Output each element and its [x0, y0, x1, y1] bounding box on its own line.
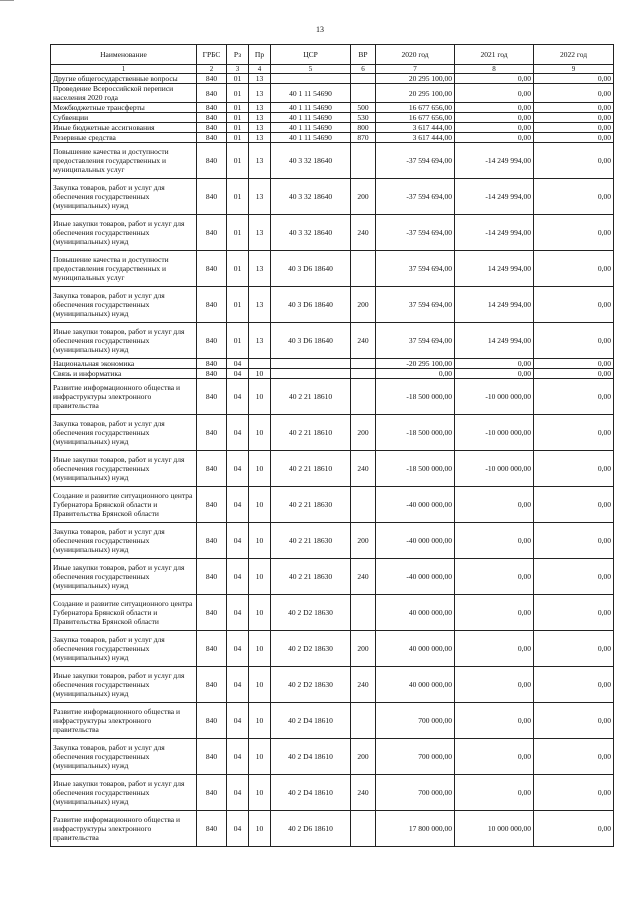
row-csr-cell: 40 3 D6 18640 [271, 323, 351, 359]
row-2021-cell: -14 249 994,00 [455, 179, 534, 215]
row-pr-cell: 13 [249, 287, 271, 323]
row-vr-cell: 200 [351, 287, 376, 323]
table-row [51, 523, 614, 559]
table-row [51, 103, 614, 113]
row-pr-cell: 13 [249, 323, 271, 359]
row-name-cell: Национальная экономика [51, 359, 197, 369]
row-2022-cell: 0,00 [534, 251, 614, 287]
table-row [51, 703, 614, 739]
table-row [51, 133, 614, 143]
row-name-cell: Развитие информационного общества и инфраструктуры электронного правительства [51, 811, 197, 847]
row-pr-cell: 10 [249, 487, 271, 523]
row-2020-cell: 3 617 444,00 [376, 123, 455, 133]
row-vr-cell [351, 143, 376, 179]
row-vr-cell [351, 251, 376, 287]
row-csr-cell: 40 3 D6 18640 [271, 251, 351, 287]
row-grbs-cell: 840 [197, 451, 227, 487]
row-2020-cell: -40 000 000,00 [376, 523, 455, 559]
row-2020-cell: 40 000 000,00 [376, 631, 455, 667]
row-2021-cell: -14 249 994,00 [455, 143, 534, 179]
row-name-cell: Другие общегосударственные вопросы [51, 74, 197, 84]
table-row [51, 179, 614, 215]
column-number: 1 [51, 65, 197, 74]
column-number: 5 [271, 65, 351, 74]
row-rz-cell: 04 [227, 631, 249, 667]
table-row [51, 451, 614, 487]
row-2022-cell: 0,00 [534, 84, 614, 103]
row-rz-cell: 04 [227, 739, 249, 775]
table-row [51, 359, 614, 369]
row-name-cell: Иные закупки товаров, работ и услуг для обеспечения государственных (муниципальных) нужд [51, 775, 197, 811]
row-2021-cell: 14 249 994,00 [455, 323, 534, 359]
row-2022-cell: 0,00 [534, 113, 614, 123]
row-pr-cell: 10 [249, 739, 271, 775]
row-2022-cell: 0,00 [534, 631, 614, 667]
row-pr-cell: 13 [249, 123, 271, 133]
row-vr-cell: 200 [351, 415, 376, 451]
row-name-cell: Межбюджетные трансферты [51, 103, 197, 113]
row-2021-cell: 0,00 [455, 359, 534, 369]
row-vr-cell: 240 [351, 559, 376, 595]
row-vr-cell: 200 [351, 631, 376, 667]
row-grbs-cell: 840 [197, 123, 227, 133]
row-pr-cell: 13 [249, 215, 271, 251]
row-2020-cell: 16 677 656,00 [376, 103, 455, 113]
row-grbs-cell: 840 [197, 133, 227, 143]
header-row [51, 45, 614, 65]
row-pr-cell: 10 [249, 595, 271, 631]
row-2022-cell: 0,00 [534, 74, 614, 84]
row-2021-cell: 0,00 [455, 103, 534, 113]
row-2022-cell: 0,00 [534, 359, 614, 369]
row-2020-cell: -18 500 000,00 [376, 451, 455, 487]
row-2021-cell: 0,00 [455, 775, 534, 811]
row-grbs-cell: 840 [197, 369, 227, 379]
header-vr: ВР [351, 45, 376, 65]
row-2020-cell: 700 000,00 [376, 739, 455, 775]
row-csr-cell [271, 74, 351, 84]
row-2022-cell: 0,00 [534, 287, 614, 323]
row-vr-cell: 240 [351, 215, 376, 251]
column-number-row [51, 65, 614, 74]
row-grbs-cell: 840 [197, 179, 227, 215]
row-rz-cell: 04 [227, 451, 249, 487]
row-2021-cell: -14 249 994,00 [455, 215, 534, 251]
row-csr-cell: 40 1 11 54690 [271, 123, 351, 133]
row-csr-cell: 40 2 21 18610 [271, 379, 351, 415]
row-vr-cell [351, 74, 376, 84]
table-row [51, 379, 614, 415]
row-vr-cell: 800 [351, 123, 376, 133]
row-grbs-cell: 840 [197, 739, 227, 775]
row-2020-cell: 700 000,00 [376, 775, 455, 811]
column-number: 6 [351, 65, 376, 74]
row-grbs-cell: 840 [197, 215, 227, 251]
row-2022-cell: 0,00 [534, 179, 614, 215]
row-2021-cell: 10 000 000,00 [455, 811, 534, 847]
row-grbs-cell: 840 [197, 379, 227, 415]
row-2020-cell: -40 000 000,00 [376, 487, 455, 523]
row-csr-cell: 40 2 21 18630 [271, 559, 351, 595]
row-2021-cell: 0,00 [455, 84, 534, 103]
row-2021-cell: 0,00 [455, 739, 534, 775]
row-vr-cell [351, 811, 376, 847]
row-pr-cell: 13 [249, 113, 271, 123]
column-number: 9 [534, 65, 614, 74]
row-grbs-cell: 840 [197, 359, 227, 369]
row-2022-cell: 0,00 [534, 133, 614, 143]
row-grbs-cell: 840 [197, 415, 227, 451]
row-2021-cell: 0,00 [455, 133, 534, 143]
row-name-cell: Развитие информационного общества и инфраструктуры электронного правительства [51, 703, 197, 739]
row-name-cell: Повышение качества и доступности предоставления государственных и муниципальных услуг [51, 251, 197, 287]
header-grbs: ГРБС [197, 45, 227, 65]
row-2022-cell: 0,00 [534, 415, 614, 451]
row-2022-cell: 0,00 [534, 215, 614, 251]
row-pr-cell: 10 [249, 559, 271, 595]
row-rz-cell: 04 [227, 369, 249, 379]
row-name-cell: Иные закупки товаров, работ и услуг для обеспечения государственных (муниципальных) нужд [51, 451, 197, 487]
row-grbs-cell: 840 [197, 74, 227, 84]
row-csr-cell: 40 2 D2 18630 [271, 631, 351, 667]
header-rz: Рз [227, 45, 249, 65]
row-rz-cell: 04 [227, 487, 249, 523]
row-vr-cell: 200 [351, 739, 376, 775]
row-pr-cell [249, 359, 271, 369]
row-rz-cell: 04 [227, 595, 249, 631]
row-pr-cell: 10 [249, 451, 271, 487]
table-row [51, 631, 614, 667]
row-csr-cell: 40 2 D2 18630 [271, 595, 351, 631]
row-csr-cell: 40 1 11 54690 [271, 103, 351, 113]
table-row [51, 74, 614, 84]
row-2021-cell: 14 249 994,00 [455, 287, 534, 323]
table-row [51, 739, 614, 775]
row-rz-cell: 01 [227, 74, 249, 84]
row-name-cell: Проведение Всероссийской переписи населения 2020 года [51, 84, 197, 103]
row-rz-cell: 01 [227, 113, 249, 123]
row-name-cell: Закупка товаров, работ и услуг для обеспечения государственных (муниципальных) нужд [51, 739, 197, 775]
table-row [51, 775, 614, 811]
row-pr-cell: 13 [249, 84, 271, 103]
row-2020-cell: -37 594 694,00 [376, 215, 455, 251]
row-pr-cell: 13 [249, 103, 271, 113]
table-row [51, 487, 614, 523]
row-2020-cell: 20 295 100,00 [376, 74, 455, 84]
row-rz-cell: 01 [227, 143, 249, 179]
table-row [51, 143, 614, 179]
row-rz-cell: 01 [227, 103, 249, 113]
row-2021-cell: 0,00 [455, 703, 534, 739]
row-2020-cell: -18 500 000,00 [376, 415, 455, 451]
row-name-cell: Создание и развитие ситуационного центра Губернатора Брянской области и Правительства Брянской области [51, 595, 197, 631]
header-2020: 2020 год [376, 45, 455, 65]
row-pr-cell: 10 [249, 415, 271, 451]
row-2021-cell: 0,00 [455, 631, 534, 667]
row-grbs-cell: 840 [197, 523, 227, 559]
row-name-cell: Резервные средства [51, 133, 197, 143]
row-grbs-cell: 840 [197, 287, 227, 323]
row-2021-cell: 0,00 [455, 123, 534, 133]
row-2020-cell: -18 500 000,00 [376, 379, 455, 415]
row-2021-cell: 0,00 [455, 523, 534, 559]
row-csr-cell: 40 2 21 18610 [271, 415, 351, 451]
row-2020-cell: 700 000,00 [376, 703, 455, 739]
row-2022-cell: 0,00 [534, 595, 614, 631]
row-2020-cell: -37 594 694,00 [376, 179, 455, 215]
row-pr-cell: 13 [249, 143, 271, 179]
row-csr-cell: 40 2 D4 18610 [271, 739, 351, 775]
row-name-cell: Закупка товаров, работ и услуг для обеспечения государственных (муниципальных) нужд [51, 287, 197, 323]
row-csr-cell: 40 2 D6 18610 [271, 811, 351, 847]
row-vr-cell: 870 [351, 133, 376, 143]
row-2022-cell: 0,00 [534, 703, 614, 739]
row-pr-cell: 13 [249, 133, 271, 143]
row-vr-cell [351, 379, 376, 415]
row-2021-cell: -10 000 000,00 [455, 415, 534, 451]
row-vr-cell: 240 [351, 667, 376, 703]
row-2021-cell: 14 249 994,00 [455, 251, 534, 287]
row-pr-cell: 10 [249, 523, 271, 559]
row-grbs-cell: 840 [197, 631, 227, 667]
row-2020-cell: 16 677 656,00 [376, 113, 455, 123]
row-2020-cell: 3 617 444,00 [376, 133, 455, 143]
row-2021-cell: 0,00 [455, 487, 534, 523]
table-row [51, 123, 614, 133]
row-name-cell: Иные закупки товаров, работ и услуг для обеспечения государственных (муниципальных) нужд [51, 667, 197, 703]
row-vr-cell [351, 595, 376, 631]
row-grbs-cell: 840 [197, 84, 227, 103]
row-2021-cell: -10 000 000,00 [455, 379, 534, 415]
table-row [51, 415, 614, 451]
row-2020-cell: 0,00 [376, 369, 455, 379]
row-name-cell: Иные закупки товаров, работ и услуг для обеспечения государственных (муниципальных) нужд [51, 215, 197, 251]
row-grbs-cell: 840 [197, 667, 227, 703]
row-grbs-cell: 840 [197, 487, 227, 523]
row-grbs-cell: 840 [197, 703, 227, 739]
column-number: 7 [376, 65, 455, 74]
row-2020-cell: 20 295 100,00 [376, 84, 455, 103]
table-row [51, 287, 614, 323]
row-2022-cell: 0,00 [534, 775, 614, 811]
row-grbs-cell: 840 [197, 103, 227, 113]
row-2022-cell: 0,00 [534, 559, 614, 595]
header-2021: 2021 год [455, 45, 534, 65]
row-grbs-cell: 840 [197, 323, 227, 359]
row-2022-cell: 0,00 [534, 451, 614, 487]
header-csr: ЦСР [271, 45, 351, 65]
row-vr-cell [351, 84, 376, 103]
header-name: Наименование [51, 45, 197, 65]
row-csr-cell: 40 3 32 18640 [271, 215, 351, 251]
row-pr-cell: 13 [249, 74, 271, 84]
row-vr-cell: 240 [351, 451, 376, 487]
row-pr-cell: 10 [249, 667, 271, 703]
table-row [51, 595, 614, 631]
row-csr-cell: 40 1 11 54690 [271, 113, 351, 123]
row-2022-cell: 0,00 [534, 811, 614, 847]
row-name-cell: Связь и информатика [51, 369, 197, 379]
row-name-cell: Закупка товаров, работ и услуг для обеспечения государственных (муниципальных) нужд [51, 415, 197, 451]
column-number: 3 [227, 65, 249, 74]
row-rz-cell: 01 [227, 179, 249, 215]
row-name-cell: Создание и развитие ситуационного центра Губернатора Брянской области и Правительства Брянской области [51, 487, 197, 523]
row-vr-cell: 240 [351, 323, 376, 359]
row-csr-cell: 40 2 21 18610 [271, 451, 351, 487]
row-csr-cell [271, 369, 351, 379]
row-pr-cell: 10 [249, 703, 271, 739]
table-row [51, 323, 614, 359]
row-rz-cell: 01 [227, 215, 249, 251]
row-2022-cell: 0,00 [534, 369, 614, 379]
row-pr-cell: 13 [249, 251, 271, 287]
row-2021-cell: 0,00 [455, 369, 534, 379]
row-vr-cell [351, 359, 376, 369]
row-csr-cell: 40 3 D6 18640 [271, 287, 351, 323]
row-2021-cell: 0,00 [455, 595, 534, 631]
row-2021-cell: 0,00 [455, 667, 534, 703]
row-vr-cell: 240 [351, 775, 376, 811]
row-2022-cell: 0,00 [534, 123, 614, 133]
table-row [51, 251, 614, 287]
row-vr-cell [351, 703, 376, 739]
row-rz-cell: 04 [227, 379, 249, 415]
row-rz-cell: 04 [227, 359, 249, 369]
table-row [51, 811, 614, 847]
row-rz-cell: 01 [227, 251, 249, 287]
row-grbs-cell: 840 [197, 595, 227, 631]
row-grbs-cell: 840 [197, 143, 227, 179]
row-name-cell: Иные бюджетные ассигнования [51, 123, 197, 133]
header-pr: Пр [249, 45, 271, 65]
column-number: 8 [455, 65, 534, 74]
row-grbs-cell: 840 [197, 559, 227, 595]
row-name-cell: Иные закупки товаров, работ и услуг для обеспечения государственных (муниципальных) нужд [51, 559, 197, 595]
row-vr-cell: 200 [351, 523, 376, 559]
row-csr-cell: 40 2 21 18630 [271, 487, 351, 523]
scan-corner-mark [0, 0, 14, 5]
row-2020-cell: -20 295 100,00 [376, 359, 455, 369]
row-pr-cell: 13 [249, 179, 271, 215]
row-2020-cell: -37 594 694,00 [376, 143, 455, 179]
row-2020-cell: -40 000 000,00 [376, 559, 455, 595]
row-rz-cell: 01 [227, 123, 249, 133]
row-2022-cell: 0,00 [534, 103, 614, 113]
row-csr-cell: 40 3 32 18640 [271, 179, 351, 215]
row-2020-cell: 40 000 000,00 [376, 667, 455, 703]
table-row [51, 559, 614, 595]
row-rz-cell: 04 [227, 667, 249, 703]
row-name-cell: Закупка товаров, работ и услуг для обеспечения государственных (муниципальных) нужд [51, 523, 197, 559]
row-rz-cell: 01 [227, 287, 249, 323]
row-rz-cell: 04 [227, 703, 249, 739]
row-pr-cell: 10 [249, 379, 271, 415]
row-2020-cell: 37 594 694,00 [376, 287, 455, 323]
row-csr-cell: 40 2 21 18630 [271, 523, 351, 559]
row-rz-cell: 04 [227, 775, 249, 811]
row-grbs-cell: 840 [197, 811, 227, 847]
row-2021-cell: 0,00 [455, 113, 534, 123]
row-2022-cell: 0,00 [534, 143, 614, 179]
row-rz-cell: 01 [227, 84, 249, 103]
row-pr-cell: 10 [249, 369, 271, 379]
row-2020-cell: 37 594 694,00 [376, 323, 455, 359]
row-2021-cell: 0,00 [455, 74, 534, 84]
row-2021-cell: 0,00 [455, 559, 534, 595]
row-2022-cell: 0,00 [534, 487, 614, 523]
row-vr-cell [351, 369, 376, 379]
row-name-cell: Закупка товаров, работ и услуг для обеспечения государственных (муниципальных) нужд [51, 179, 197, 215]
table-row [51, 84, 614, 103]
row-csr-cell: 40 1 11 54690 [271, 84, 351, 103]
row-2020-cell: 37 594 694,00 [376, 251, 455, 287]
row-2022-cell: 0,00 [534, 379, 614, 415]
row-2022-cell: 0,00 [534, 523, 614, 559]
row-rz-cell: 04 [227, 559, 249, 595]
row-2020-cell: 40 000 000,00 [376, 595, 455, 631]
table-row [51, 667, 614, 703]
row-name-cell: Развитие информационного общества и инфраструктуры электронного правительства [51, 379, 197, 415]
header-2022: 2022 год [534, 45, 614, 65]
row-rz-cell: 04 [227, 523, 249, 559]
budget-table [50, 44, 614, 847]
page-number: 13 [316, 25, 324, 34]
row-vr-cell [351, 487, 376, 523]
column-number: 4 [249, 65, 271, 74]
table-row [51, 113, 614, 123]
row-csr-cell: 40 2 D4 18610 [271, 775, 351, 811]
row-name-cell: Закупка товаров, работ и услуг для обеспечения государственных (муниципальных) нужд [51, 631, 197, 667]
row-rz-cell: 04 [227, 811, 249, 847]
table-row [51, 215, 614, 251]
row-csr-cell: 40 1 11 54690 [271, 133, 351, 143]
row-grbs-cell: 840 [197, 251, 227, 287]
row-name-cell: Субвенции [51, 113, 197, 123]
row-rz-cell: 01 [227, 133, 249, 143]
row-2021-cell: -10 000 000,00 [455, 451, 534, 487]
row-grbs-cell: 840 [197, 113, 227, 123]
row-pr-cell: 10 [249, 811, 271, 847]
row-2022-cell: 0,00 [534, 323, 614, 359]
row-name-cell: Иные закупки товаров, работ и услуг для обеспечения государственных (муниципальных) нужд [51, 323, 197, 359]
column-number: 2 [197, 65, 227, 74]
row-2020-cell: 17 800 000,00 [376, 811, 455, 847]
row-vr-cell: 500 [351, 103, 376, 113]
row-pr-cell: 10 [249, 631, 271, 667]
table-row [51, 369, 614, 379]
row-vr-cell: 530 [351, 113, 376, 123]
row-csr-cell: 40 3 32 18640 [271, 143, 351, 179]
row-2022-cell: 0,00 [534, 739, 614, 775]
table-body [51, 74, 614, 847]
row-grbs-cell: 840 [197, 775, 227, 811]
row-rz-cell: 04 [227, 415, 249, 451]
row-csr-cell [271, 359, 351, 369]
row-csr-cell: 40 2 D4 18610 [271, 703, 351, 739]
row-2022-cell: 0,00 [534, 667, 614, 703]
row-csr-cell: 40 2 D2 18630 [271, 667, 351, 703]
row-rz-cell: 01 [227, 323, 249, 359]
row-pr-cell: 10 [249, 775, 271, 811]
row-name-cell: Повышение качества и доступности предоставления государственных и муниципальных услуг [51, 143, 197, 179]
row-vr-cell: 200 [351, 179, 376, 215]
